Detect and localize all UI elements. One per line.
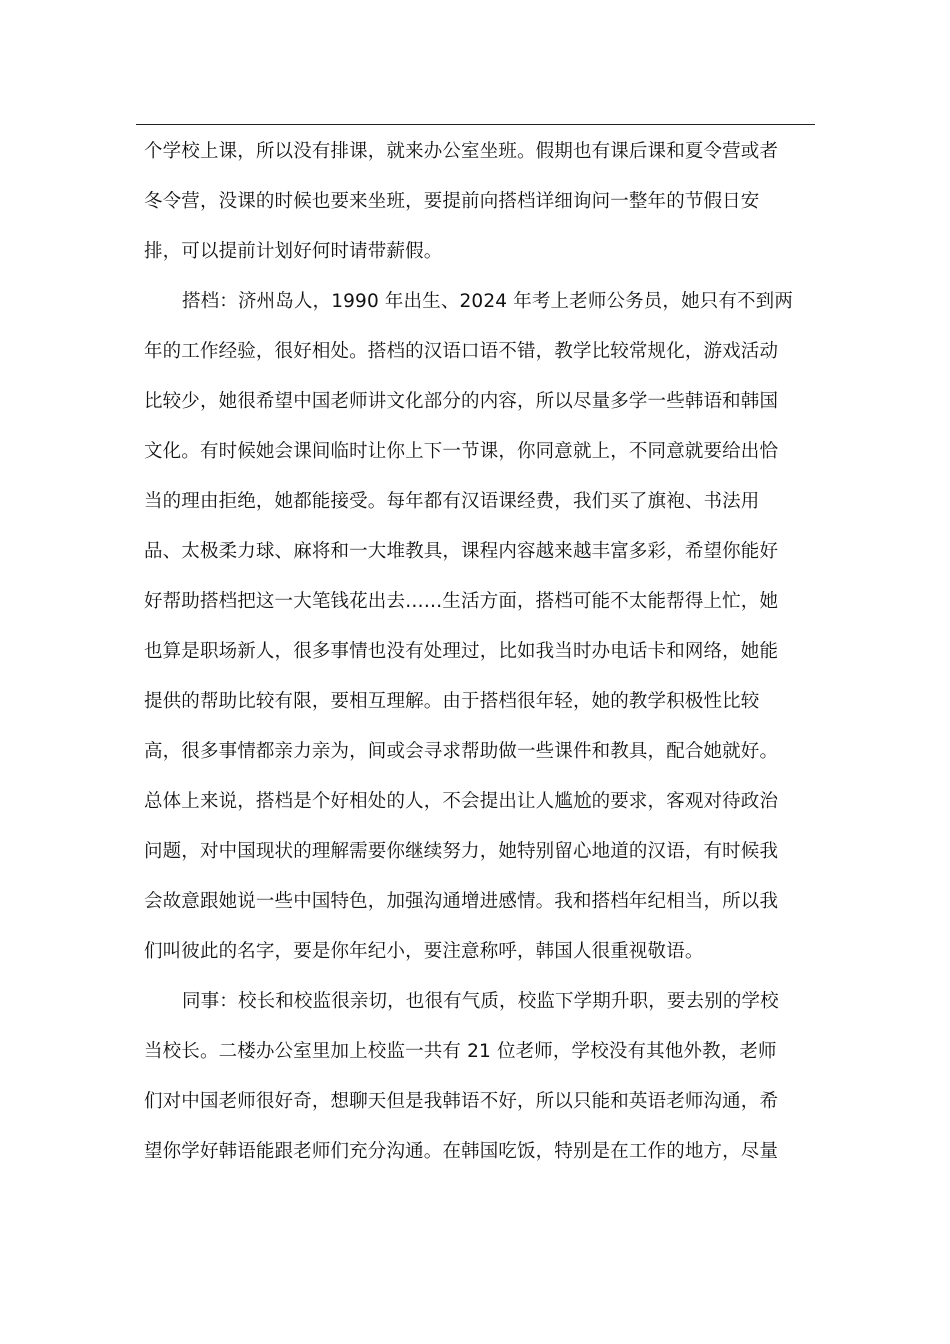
text-line: 总体上来说，搭档是个好相处的人，不会提出让人尴尬的要求，客观对待政治: [144, 791, 779, 812]
text-line: 排，可以提前计划好何时请带薪假。: [144, 241, 443, 262]
paragraph-start-colleagues: 同事：校长和校监很亲切，也很有气质，校监下学期升职，要去别的学校: [182, 991, 779, 1012]
text-line: 们叫彼此的名字，要是你年纪小，要注意称呼，韩国人很重视敬语。: [144, 941, 704, 962]
text-line: 年的工作经验，很好相处。搭档的汉语口语不错，教学比较常规化，游戏活动: [144, 341, 779, 362]
paragraph-start-partner: 搭档：济州岛人，1990 年出生、2024 年考上老师公务员，她只有不到两: [182, 291, 793, 312]
text-line: 比较少，她很希望中国老师讲文化部分的内容，所以尽量多学一些韩语和韩国: [144, 391, 779, 412]
text-line: 高，很多事情都亲力亲为，间或会寻求帮助做一些课件和教具，配合她就好。: [144, 741, 779, 762]
text-line: 好帮助搭档把这一大笔钱花出去……生活方面，搭档可能不太能帮得上忙，她: [144, 591, 779, 612]
text-line: 文化。有时候她会课间临时让你上下一节课，你同意就上，不同意就要给出恰: [144, 441, 779, 462]
text-line: 望你学好韩语能跟老师们充分沟通。在韩国吃饭，特别是在工作的地方，尽量: [144, 1141, 779, 1162]
text-line: 提供的帮助比较有限，要相互理解。由于搭档很年轻，她的教学积极性比较: [144, 691, 760, 712]
text-line: 当校长。二楼办公室里加上校监一共有 21 位老师，学校没有其他外教，老师: [144, 1041, 777, 1062]
text-line: 问题，对中国现状的理解需要你继续努力，她特别留心地道的汉语，有时候我: [144, 841, 779, 862]
document-body: [144, 134, 809, 1184]
text-line: 冬令营，没课的时候也要来坐班，要提前向搭档详细询问一整年的节假日安: [144, 191, 760, 212]
text-line: 当的理由拒绝，她都能接受。每年都有汉语课经费，我们买了旗袍、书法用: [144, 491, 760, 512]
text-line: 也算是职场新人，很多事情也没有处理过，比如我当时办电话卡和网络，她能: [144, 641, 779, 662]
text-line: 们对中国老师很好奇，想聊天但是我韩语不好，所以只能和英语老师沟通，希: [144, 1091, 779, 1112]
header-rule: [136, 124, 815, 125]
text-line: 个学校上课，所以没有排课，就来办公室坐班。假期也有课后课和夏令营或者: [144, 141, 779, 162]
text-line: 会故意跟她说一些中国特色，加强沟通增进感情。我和搭档年纪相当，所以我: [144, 891, 779, 912]
text-line: 品、太极柔力球、麻将和一大堆教具，课程内容越来越丰富多彩，希望你能好: [144, 541, 779, 562]
